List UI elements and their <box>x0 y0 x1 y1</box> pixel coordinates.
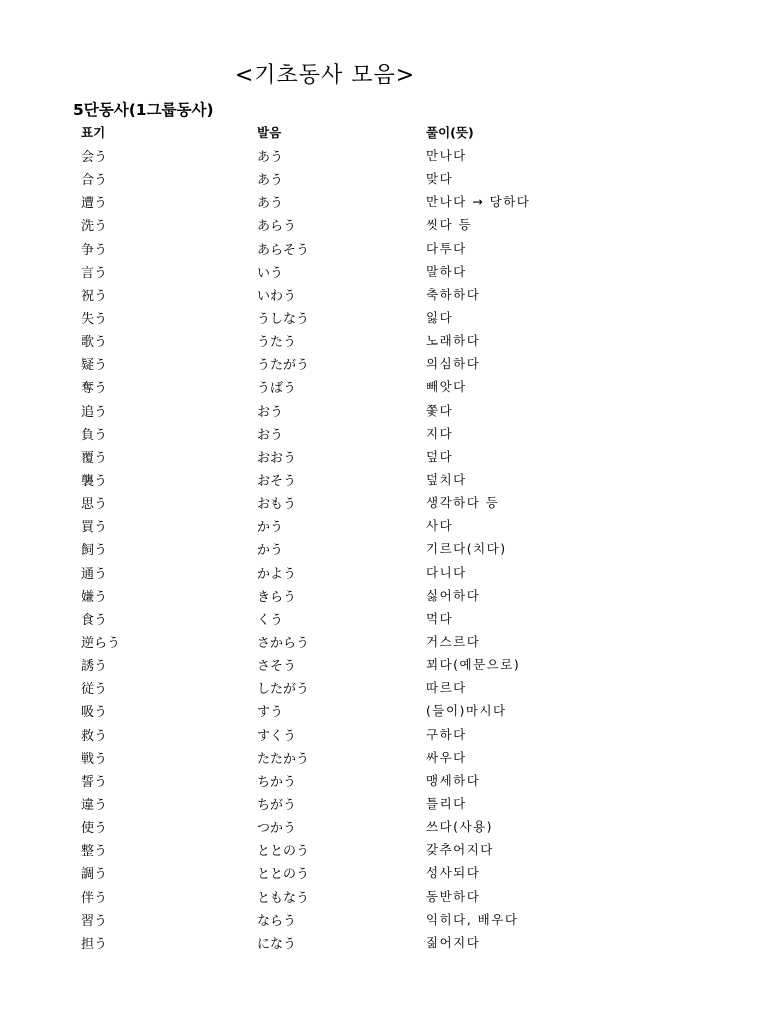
verb-meaning: 말하다 <box>426 263 467 279</box>
verb-notation: 習う <box>81 913 108 929</box>
verb-notation: 通う <box>81 566 108 582</box>
verb-meaning: 축하하다 <box>426 286 481 302</box>
verb-notation: 洗う <box>81 219 108 235</box>
verb-meaning: 기르다(치다) <box>426 541 507 557</box>
verb-pronunciation: すう <box>257 705 284 721</box>
table-row <box>0 840 768 863</box>
verb-pronunciation: ともなう <box>257 890 310 906</box>
verb-notation: 整う <box>81 844 108 860</box>
verb-notation: 疑う <box>81 358 108 374</box>
verb-pronunciation: かう <box>257 520 284 536</box>
verb-meaning: 쫓다 <box>426 402 454 418</box>
verb-notation: 伴う <box>81 890 108 906</box>
verb-pronunciation: うしなう <box>257 311 310 327</box>
table-row <box>0 678 768 701</box>
verb-pronunciation: あう <box>257 150 284 165</box>
verb-notation: 遭う <box>81 196 108 212</box>
table-row <box>0 493 768 516</box>
table-row <box>0 192 768 215</box>
verb-pronunciation: さそう <box>257 659 297 675</box>
section-heading: 5단동사(1그룹동사) <box>73 101 214 119</box>
verb-meaning: 먹다 <box>426 610 454 626</box>
verb-pronunciation: ちかう <box>257 774 297 790</box>
verb-pronunciation: うたう <box>257 335 297 351</box>
verb-pronunciation: きらう <box>257 589 297 605</box>
verb-notation: 思う <box>81 497 108 513</box>
table-row <box>0 563 768 586</box>
verb-meaning: 구하다 <box>426 726 467 742</box>
verb-pronunciation: あう <box>257 173 284 189</box>
verb-pronunciation: あらう <box>257 219 297 235</box>
verb-pronunciation: ととのう <box>257 844 310 860</box>
verb-notation: 会う <box>81 150 108 165</box>
verb-pronunciation: おう <box>257 427 284 443</box>
table-row <box>0 910 768 933</box>
verb-meaning: 따르다 <box>426 680 467 696</box>
verb-meaning: 잃다 <box>426 309 454 325</box>
verb-notation: 戦う <box>81 751 108 767</box>
verb-pronunciation: かう <box>257 543 284 559</box>
verb-meaning: 빼앗다 <box>426 379 467 395</box>
verb-meaning: 맹세하다 <box>426 772 481 788</box>
verb-meaning: 의심하다 <box>426 356 481 372</box>
table-row <box>0 169 768 192</box>
verb-pronunciation: うたがう <box>257 358 310 374</box>
header-notation: 표기 <box>81 125 106 140</box>
verb-pronunciation: くう <box>257 612 284 628</box>
verb-meaning: 다투다 <box>426 240 467 256</box>
table-header <box>0 123 768 143</box>
verb-notation: 言う <box>81 265 108 281</box>
table-row <box>0 215 768 238</box>
verb-meaning: 익히다, 배우다 <box>426 911 519 927</box>
verb-notation: 食う <box>81 612 108 628</box>
verb-pronunciation: あう <box>257 196 284 212</box>
verb-pronunciation: かよう <box>257 566 297 582</box>
verb-pronunciation: うばう <box>257 381 297 397</box>
table-row <box>0 377 768 400</box>
table-row <box>0 701 768 724</box>
verb-notation: 争う <box>81 242 108 258</box>
verb-notation: 歌う <box>81 335 108 351</box>
verb-meaning: (들이)마시다 <box>426 703 507 719</box>
verb-list <box>0 146 768 956</box>
verb-notation: 合う <box>81 173 108 189</box>
verb-notation: 負う <box>81 427 108 443</box>
table-row <box>0 863 768 886</box>
table-row <box>0 470 768 493</box>
verb-meaning: 노래하다 <box>426 333 481 349</box>
verb-notation: 買う <box>81 520 108 536</box>
verb-pronunciation: すくう <box>257 728 297 744</box>
verb-notation: 調う <box>81 867 108 883</box>
verb-pronunciation: おそう <box>257 473 297 489</box>
verb-meaning: 꾀다(예문으로) <box>426 657 521 673</box>
table-row <box>0 539 768 562</box>
table-row <box>0 354 768 377</box>
verb-notation: 嫌う <box>81 589 108 605</box>
verb-notation: 奪う <box>81 381 108 397</box>
table-row <box>0 933 768 956</box>
table-row <box>0 424 768 447</box>
verb-notation: 覆う <box>81 450 108 466</box>
table-row <box>0 447 768 470</box>
verb-meaning: 동반하다 <box>426 888 481 904</box>
page-title: <기초동사 모음> <box>234 63 416 88</box>
verb-meaning: 거스르다 <box>426 633 481 649</box>
table-row <box>0 771 768 794</box>
verb-notation: 失う <box>81 311 108 327</box>
verb-pronunciation: おおう <box>257 450 297 466</box>
table-row <box>0 887 768 910</box>
verb-meaning: 틀리다 <box>426 795 467 811</box>
verb-meaning: 덮다 <box>426 448 454 464</box>
table-row <box>0 655 768 678</box>
table-row <box>0 239 768 262</box>
verb-meaning: 쓰다(사용) <box>426 819 494 835</box>
verb-notation: 誓う <box>81 774 108 790</box>
verb-meaning: 맞다 <box>426 171 454 187</box>
verb-notation: 吸う <box>81 705 108 721</box>
verb-notation: 逆らう <box>81 635 121 651</box>
verb-notation: 使う <box>81 821 108 837</box>
table-row <box>0 516 768 539</box>
verb-pronunciation: になう <box>257 936 297 952</box>
verb-notation: 祝う <box>81 288 108 304</box>
verb-notation: 担う <box>81 936 108 952</box>
verb-meaning: 갖추어지다 <box>426 842 494 858</box>
verb-pronunciation: いう <box>257 265 284 281</box>
verb-meaning: 지다 <box>426 425 454 441</box>
header-pronunciation: 발음 <box>257 125 282 140</box>
verb-meaning: 만나다 <box>426 148 467 163</box>
table-row <box>0 632 768 655</box>
verb-pronunciation: あらそう <box>257 242 310 258</box>
verb-notation: 飼う <box>81 543 108 559</box>
verb-meaning: 생각하다 등 <box>426 495 500 511</box>
verb-meaning: 만나다 → 당하다 <box>426 194 531 210</box>
verb-notation: 救う <box>81 728 108 744</box>
verb-meaning: 다니다 <box>426 564 467 580</box>
verb-meaning: 덮치다 <box>426 471 467 487</box>
table-row <box>0 609 768 632</box>
verb-notation: 従う <box>81 682 108 698</box>
table-row <box>0 748 768 771</box>
verb-pronunciation: ならう <box>257 913 297 929</box>
verb-pronunciation: つかう <box>257 821 297 837</box>
table-row <box>0 401 768 424</box>
verb-notation: 誘う <box>81 659 108 675</box>
header-meaning: 풀이(뜻) <box>426 125 474 140</box>
verb-pronunciation: さからう <box>257 635 310 651</box>
verb-pronunciation: ととのう <box>257 867 310 883</box>
verb-pronunciation: たたかう <box>257 751 310 767</box>
verb-meaning: 성사되다 <box>426 865 481 881</box>
verb-pronunciation: おもう <box>257 497 297 513</box>
table-row <box>0 331 768 354</box>
table-row <box>0 285 768 308</box>
table-row <box>0 586 768 609</box>
verb-meaning: 짊어지다 <box>426 934 481 950</box>
verb-notation: 襲う <box>81 473 108 489</box>
verb-notation: 追う <box>81 404 108 420</box>
table-row <box>0 794 768 817</box>
verb-pronunciation: おう <box>257 404 284 420</box>
verb-pronunciation: したがう <box>257 682 310 698</box>
verb-pronunciation: ちがう <box>257 797 297 813</box>
verb-meaning: 씻다 등 <box>426 217 473 233</box>
verb-notation: 違う <box>81 797 108 813</box>
verb-pronunciation: いわう <box>257 288 297 304</box>
table-row <box>0 262 768 285</box>
table-row <box>0 146 768 169</box>
table-row <box>0 308 768 331</box>
verb-meaning: 사다 <box>426 518 454 534</box>
table-row <box>0 725 768 748</box>
verb-meaning: 싫어하다 <box>426 587 481 603</box>
verb-meaning: 싸우다 <box>426 749 467 765</box>
table-row <box>0 817 768 840</box>
